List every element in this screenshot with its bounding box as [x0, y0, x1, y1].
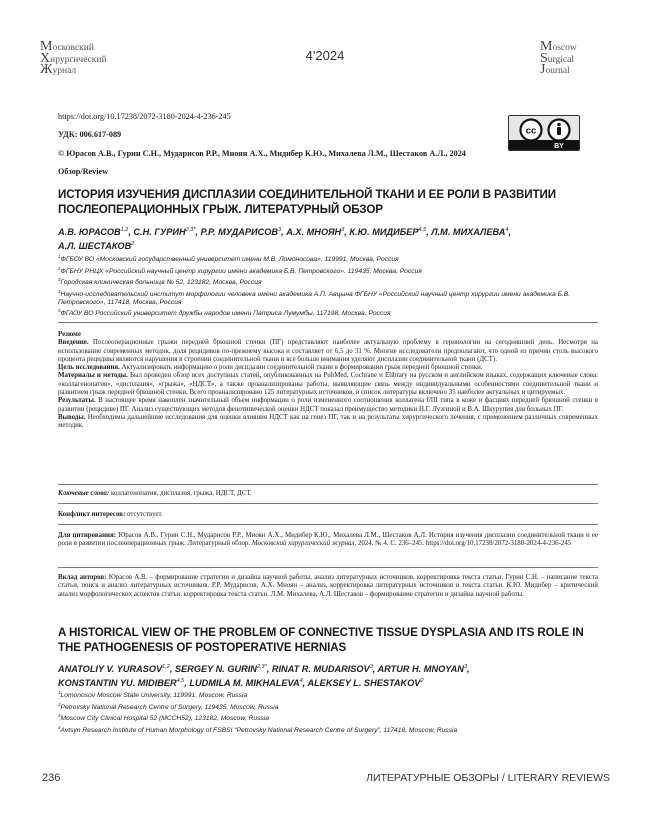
author-affiliation-index: 4,5: [418, 227, 427, 233]
abstract-section: Выводы. Необходимы дальнейшие исследования для оценки влияния НДСТ как на генез ПГ, так и на результаты хирургического лечения, с применением различных современных методик.: [58, 413, 598, 430]
author: KONSTANTIN YU. MIDIBER$^{4,5}$: [58, 678, 185, 689]
author: К.Ю. МИДИБЕР$^{4,5}$: [349, 227, 427, 238]
citation-label: Для цитирования:: [58, 532, 117, 539]
affiliation: $^1$Lomonosov Moscow State University. 119991. Moscow, Russia: [58, 690, 248, 700]
divider: [58, 503, 598, 504]
article-title-ru: ИСТОРИЯ ИЗУЧЕНИЯ ДИСПЛАЗИИ СОЕДИНИТЕЛЬНОЙ ТКАНИ И ЕЕ РОЛИ В РАЗВИТИИ ПОСЛЕОПЕРАЦИОННЫХ ГРЫЖ. ЛИТЕРАТУРНЫЙ ОБЗОР: [58, 188, 556, 216]
divider: [58, 524, 598, 525]
author-affiliation-index: 3: [341, 227, 345, 233]
author-affiliation-index: 4: [505, 227, 509, 233]
affiliation: $^4$Avtsyn Research Institute of Human Morphology of FSBSI “Petrovsky National Research Centre of Surgery”, 117418, Moscow, Russia: [58, 724, 458, 734]
journal-logo-en-line-1: Moscow: [540, 39, 577, 54]
author: А.Х. МНОЯН$^3$: [286, 227, 345, 238]
author: Р.Р. МУДАРИСОВ$^3$: [200, 227, 282, 238]
article-type: [58, 167, 108, 176]
affiliation: $^4$Научно-исследовательский институт морфологии человека имени академика А.П. Авцына ФГБНУ «Российский научный центр хирургии имени академика Б.В. Петровского», 117418, Москва, Россия: [58, 288, 571, 307]
citation: [58, 532, 598, 549]
author: ALEKSEY L. SHESTAKOV$^2$: [307, 678, 424, 689]
doi-link[interactable]: https://doi.org/10.17238/2072-3180-2024-4-236-245: [58, 112, 231, 121]
udk-code-text: УДК: 006.617-089: [58, 130, 122, 139]
journal-logo-ru-line-2: Хирургический: [40, 50, 107, 66]
abstract-section: Результаты. В настоящее время накоплен значительный объем информации о роли измененного соотношения коллагена I/III типа в коже и фасциях передней брюшной стенки в развитии (рецидиве) ПГ. Анализ существующих методов фенотипической оценки НДСТ показал преимущество методики Н.Г. Лузгиной и В.А. Шкурупия для больных ПГ.: [58, 397, 598, 413]
contribution-text: Юрасов А.В. – формирование стратегии и дизайна научной работы, анализ литературных источников, корректировка текста статьи. Гурин С.Н. – написание текста статьи, поиск и анализ литературных источников. Р.Р. Мударисов, А.Х. Мноян – анализ, корректировка литературных источников и текста статьи. К.Ю. Мидибер – критический анализ морфологических аспектов статьи, корректировка текста статьи. Л.М. Михалева, А.Л. Шестаков – формирование стратегии и дизайна научной работы.: [58, 574, 598, 598]
author-affiliation-index: 2: [131, 241, 135, 248]
affiliations-en: [58, 689, 598, 735]
conflict-label: Конфликт интересов:: [58, 511, 126, 518]
keywords-text: коллагенопатия, дисплазия, грыжа, НДСТ, ДСТ.: [111, 490, 252, 497]
affiliation-index: 1: [58, 690, 61, 695]
author-affiliation-index: 2,3*: [185, 227, 196, 233]
affiliation: $^2$Petrovsky National Research Centre of Surgery, 119435, Moscow, Russia: [58, 701, 279, 711]
affiliation: $^3$Городская клиническая больница № 52, 123182, Москва, Россия: [58, 277, 262, 287]
citation-journal: Московский хирургический журнал,: [251, 540, 357, 548]
abstract: [58, 331, 598, 431]
keywords-label: Ключевые слова:: [58, 490, 110, 497]
affiliation-index: 3: [58, 277, 61, 283]
abstract-section: Введение. Послеоперационные грыжи передней брюшной стенки (ПГ) представляют наиболее актуальную проблему в герниологии на сегодняшний день. Несмотря на использование современных методик, доля рецидивов по-прежнему высока и составляет от 6,5 до 31 %. Многие исследователи предполагают, что одной из причин столь высокого процента рецидива являются нарушения в строении соединительной ткани и все больше внимания уделяют дисплазии соединительной ткани (ДСТ).: [58, 339, 598, 363]
abstract-heading: [58, 331, 598, 339]
journal-logo-ru-line-1: Московский: [40, 39, 94, 54]
author-affiliation-index: 1,2: [162, 664, 170, 670]
abstract-section: Цель исследования. Актуализировать информацию о роли дисплазии соединительной ткани в формировании грыж передней брюшной стенки.: [58, 364, 483, 372]
abstract-section-label: Материалы и методы.: [58, 372, 128, 380]
conflict-of-interest: [58, 511, 598, 519]
author-contribution: [58, 574, 598, 599]
issue-number: 4'2024: [305, 48, 345, 63]
article-type-text: Обзор/Review: [58, 167, 109, 176]
author-affiliation-index: 4: [299, 678, 303, 685]
affiliation-index: 4: [58, 724, 61, 730]
author-affiliation-index: 2: [420, 678, 424, 685]
author: RINAT R. MUDARISOV$^3$: [271, 664, 373, 675]
author-affiliation-index: 3: [369, 664, 373, 670]
conflict-text: отсутствует.: [127, 511, 163, 518]
abstract-section-label: Цель исследования.: [58, 364, 120, 372]
abstract-section-label: Результаты.: [58, 397, 96, 405]
author: ANATOLIY V. YURASOV$^{1,2}$: [58, 664, 170, 675]
affiliations-ru: [58, 253, 598, 319]
page-number: 236: [42, 772, 61, 784]
copyright-text: © Юрасов А.В., Гурин С.Н., Мударисов Р.Р., Мноян А.Х., Мидибер К.Ю., Михалева Л.М., Шестаков А.Л., 2024: [58, 149, 466, 158]
contribution-label: Вклад авторов:: [58, 574, 107, 581]
affiliation-index: 2: [58, 265, 61, 271]
abstract-heading-text: Резюме: [58, 331, 81, 338]
author: А.В. ЮРАСОВ$^{1,2}$: [58, 227, 129, 238]
affiliation: $^2$ФГБНУ РНЦХ «Российский научный центр хирургии имени академика Б.В. Петровского». 119435, Москва, Россия: [58, 265, 422, 275]
author: LUDMILA M. MIKHALEVA$^4$: [189, 678, 303, 689]
journal-logo-en-line-3: Journal: [540, 62, 570, 77]
copyright: [58, 149, 466, 158]
abstract-sections: [58, 339, 598, 430]
affiliation-index: 4: [58, 288, 61, 294]
abstract-section-label: Выводы.: [58, 413, 86, 421]
keywords: [58, 490, 598, 498]
affiliation-index: 2: [58, 701, 61, 707]
affiliation-index: 1: [58, 254, 61, 259]
abstract-section: Материалы и методы. Был проведен обзор всех доступных статей, опубликованных на PubMed, Cochrane и Elibrary на русском и английском языках, содержащих ключевые слова: «коллагенопатия», «дисплазия», «грыжа», «НДСТ», а также проанализированы работы, выявляющие связь между индивидуальными особенностями соединительной ткани и развитием грыж передней брюшной стенки. Всего проанализировано 125 литературных источников, в список литературы включено 35 наиболее актуальных и цитируемых.: [58, 372, 598, 397]
journal-logo-en: [540, 39, 620, 77]
divider: [58, 567, 598, 568]
affiliation: $^1$ФГБОУ ВО «Московский государственный университет имени М.В. Ломоносова». 119991, Москва, Россия: [58, 254, 399, 264]
author-affiliation-index: 4,5: [176, 678, 185, 685]
author-affiliation-index: 1,2: [120, 227, 129, 233]
udk-code: [58, 130, 121, 139]
abstract-section-label: Введение.: [58, 339, 89, 347]
cc-icon-text: cc: [525, 125, 537, 137]
author: Л.М. МИХАЛЕВА$^4$: [431, 227, 509, 238]
author: ARTUR H. MNOYAN$^3$: [377, 664, 468, 675]
author-affiliation-index: 3: [278, 227, 282, 233]
section-name: ЛИТЕРАТУРНЫЕ ОБЗОРЫ / LITERARY REVIEWS: [366, 772, 610, 784]
journal-logo-en-line-2: Surgical: [540, 50, 575, 66]
by-label: BY: [554, 143, 564, 150]
divider: [58, 322, 598, 323]
article-title-en: A HISTORICAL VIEW OF THE PROBLEM OF CONNECTIVE TISSUE DYSPLASIA AND ITS ROLE IN THE PATHOGENESIS OF POSTOPERATIVE HERNIAS: [58, 626, 584, 654]
affiliation: $^5$ФГАОУ ВО Российский университет дружбы народов имени Патриса Лумумбы, 117198, Москва, Россия: [58, 308, 391, 318]
authors-en: ANATOLIY V. YURASOV$^{1,2}$, SERGEY N. $GURIN^{2,3*}$, RINAT R. MUDARISOV$^3$, ARTUR H. MNOYAN$^3$, KONSTANTIN YU. MIDIBER$^{4,5}$, LUDMILA M. MIKHALEVA$^4$, ALEKSEY L. SHESTAKOV$^2$: [58, 664, 470, 689]
citation-tail: 2024. № 4. С. 236–245. https://doi.org/10.17238/2072-3180-2024-4-236-245: [357, 540, 572, 548]
author-affiliation-index: 2,3*: [256, 664, 267, 670]
journal-logo-ru-line-3: Журнал: [40, 62, 77, 77]
citation-text: Юрасов А.В., Гурин С.Н., Мударисов Р.Р., Мноян А.Х., Мидибер К.Ю., Михалева Л.М., Шестаков А.Л. История изучения дисплазии соединительной ткани и ее роли в развитии послеоперационных грыж. Литературный обзор.: [58, 532, 598, 548]
author: А.Л. ШЕСТАКОВ$^2$: [58, 241, 135, 252]
affiliation-index: 5: [58, 308, 61, 314]
author-affiliation-index: 3: [463, 664, 468, 670]
author: С.Н. $ГУРИН^{2,3*}$: [133, 227, 196, 238]
author: SERGEY N. $GURIN^{2,3*}$: [174, 664, 267, 675]
cc-by-license-badge[interactable]: [508, 115, 580, 151]
authors-ru: А.В. ЮРАСОВ$^{1,2}$, С.Н. $ГУРИН^{2,3*}$, Р.Р. МУДАРИСОВ$^3$, А.Х. МНОЯН$^3$, К.Ю. МИДИБЕР$^{4,5}$, Л.М. МИХАЛЕВА$^4$, А.Л. ШЕСТАКОВ$^2$: [58, 227, 512, 252]
affiliation: $^3$Moscow City Clinical Hospital 52 (MCCH52), 123182, Moscow, Russia: [58, 713, 270, 723]
affiliation-index: 3: [58, 713, 61, 719]
divider: [58, 484, 598, 485]
